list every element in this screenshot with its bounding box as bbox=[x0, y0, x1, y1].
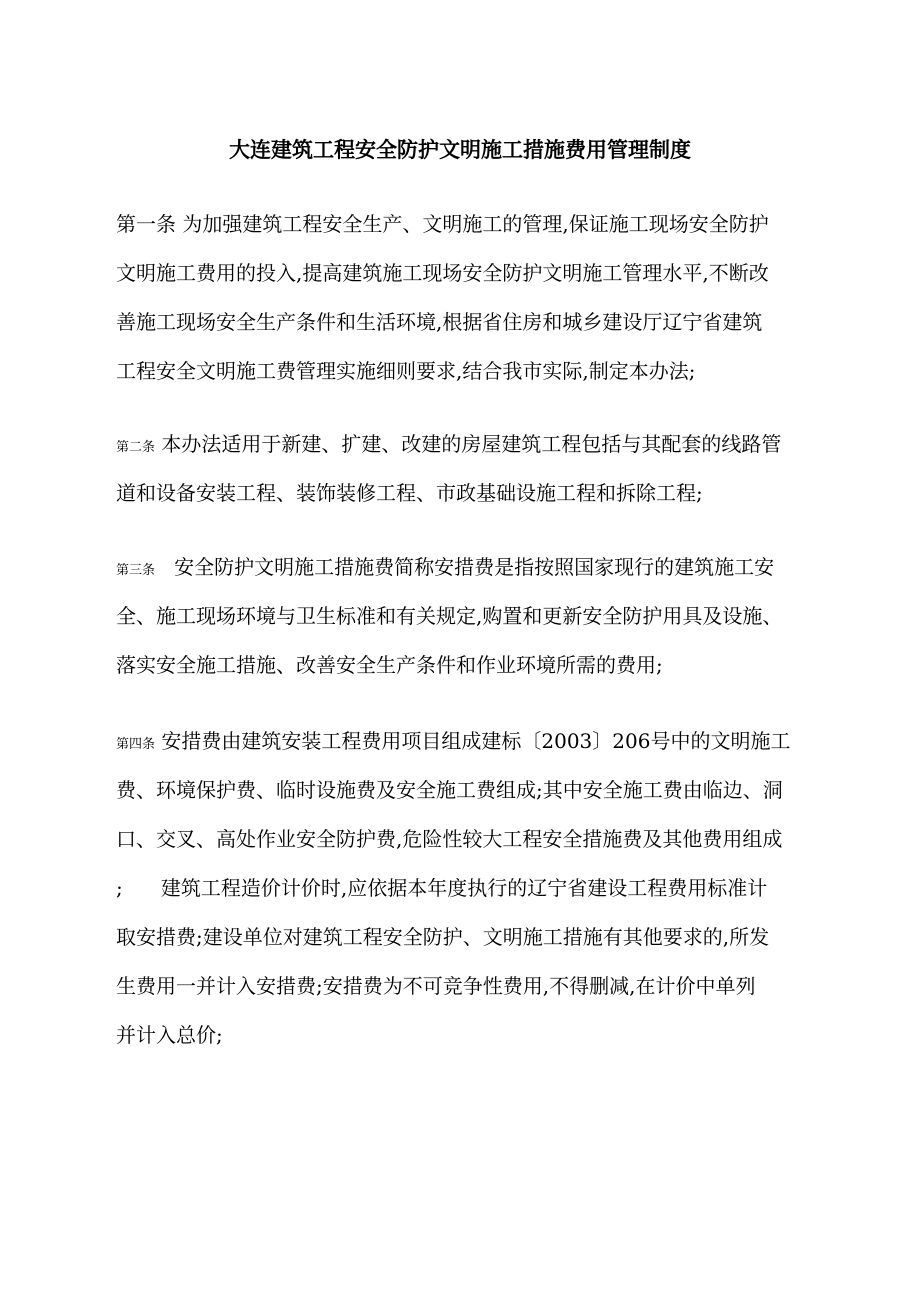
article-3-line-2: 全、施工现场环境与卫生标准和有关规定,购置和更新安全防护用具及设施、 bbox=[116, 604, 783, 628]
article-1-text: 为加强建筑工程安全生产、文明施工的管理,保证施工现场安全防护 bbox=[176, 212, 769, 236]
article-4-line-5: 取安措费;建设单位对建筑工程安全防护、文明施工措施有其他要求的,所发 bbox=[116, 925, 770, 949]
article-1-line-2: 文明施工费用的投入,提高建筑施工现场安全防护文明施工管理水平,不断改 bbox=[116, 261, 769, 285]
article-2-label: 第二条 bbox=[116, 440, 156, 455]
article-3 bbox=[116, 543, 806, 690]
article-2-text: 本办法适用于新建、扩建、改建的房屋建筑工程包括与其配套的线路管 bbox=[155, 432, 782, 456]
article-3-line-1 bbox=[116, 543, 806, 592]
article-4-line-2: 费、环境保护费、临时设施费及安全施工费组成;其中安全施工费由临边、洞 bbox=[116, 778, 783, 802]
article-3-line-3: 落实安全施工措施、改善安全生产条件和作业环境所需的费用; bbox=[116, 653, 663, 677]
article-2 bbox=[116, 420, 806, 518]
article-4-text: 安措费由建筑安装工程费用项目组成建标〔2003〕206号中的文明施工 bbox=[155, 729, 791, 753]
article-4 bbox=[116, 717, 806, 1060]
article-2-line-2: 道和设备安装工程、装饰装修工程、市政基础设施工程和拆除工程; bbox=[116, 481, 703, 505]
article-3-text: 安全防护文明施工措施费简称安措费是指按照国家现行的建筑施工安 bbox=[155, 555, 775, 579]
article-4-label: 第四条 bbox=[116, 737, 156, 752]
article-4-line-7: 并计入总价; bbox=[116, 1023, 223, 1047]
article-2-line-1 bbox=[116, 420, 806, 469]
article-3-label: 第三条 bbox=[116, 563, 156, 578]
article-1-label: 第一条 bbox=[116, 212, 176, 236]
article-4-line-1 bbox=[116, 717, 806, 766]
article-1-line-3: 善施工现场安全生产条件和生活环境,根据省住房和城乡建设厅辽宁省建筑 bbox=[116, 310, 763, 334]
article-1 bbox=[116, 200, 806, 396]
article-1-line-4: 工程安全文明施工费管理实施细则要求,结合我市实际,制定本办法; bbox=[116, 359, 696, 383]
article-4-line-6: 生费用一并计入安措费;安措费为不可竞争性费用,不得删减,在计价中单列 bbox=[116, 974, 756, 998]
article-4-line-3: 口、交叉、高处作业安全防护费,危险性较大工程安全措施费及其他费用组成 bbox=[116, 827, 783, 851]
article-4-line-4: ; 建筑工程造价计价时,应依据本年度执行的辽宁省建设工程费用标准计 bbox=[116, 876, 768, 900]
article-1-line-1 bbox=[116, 200, 806, 249]
document-title: 大连建筑工程安全防护文明施工措施费用管理制度 bbox=[229, 137, 691, 162]
